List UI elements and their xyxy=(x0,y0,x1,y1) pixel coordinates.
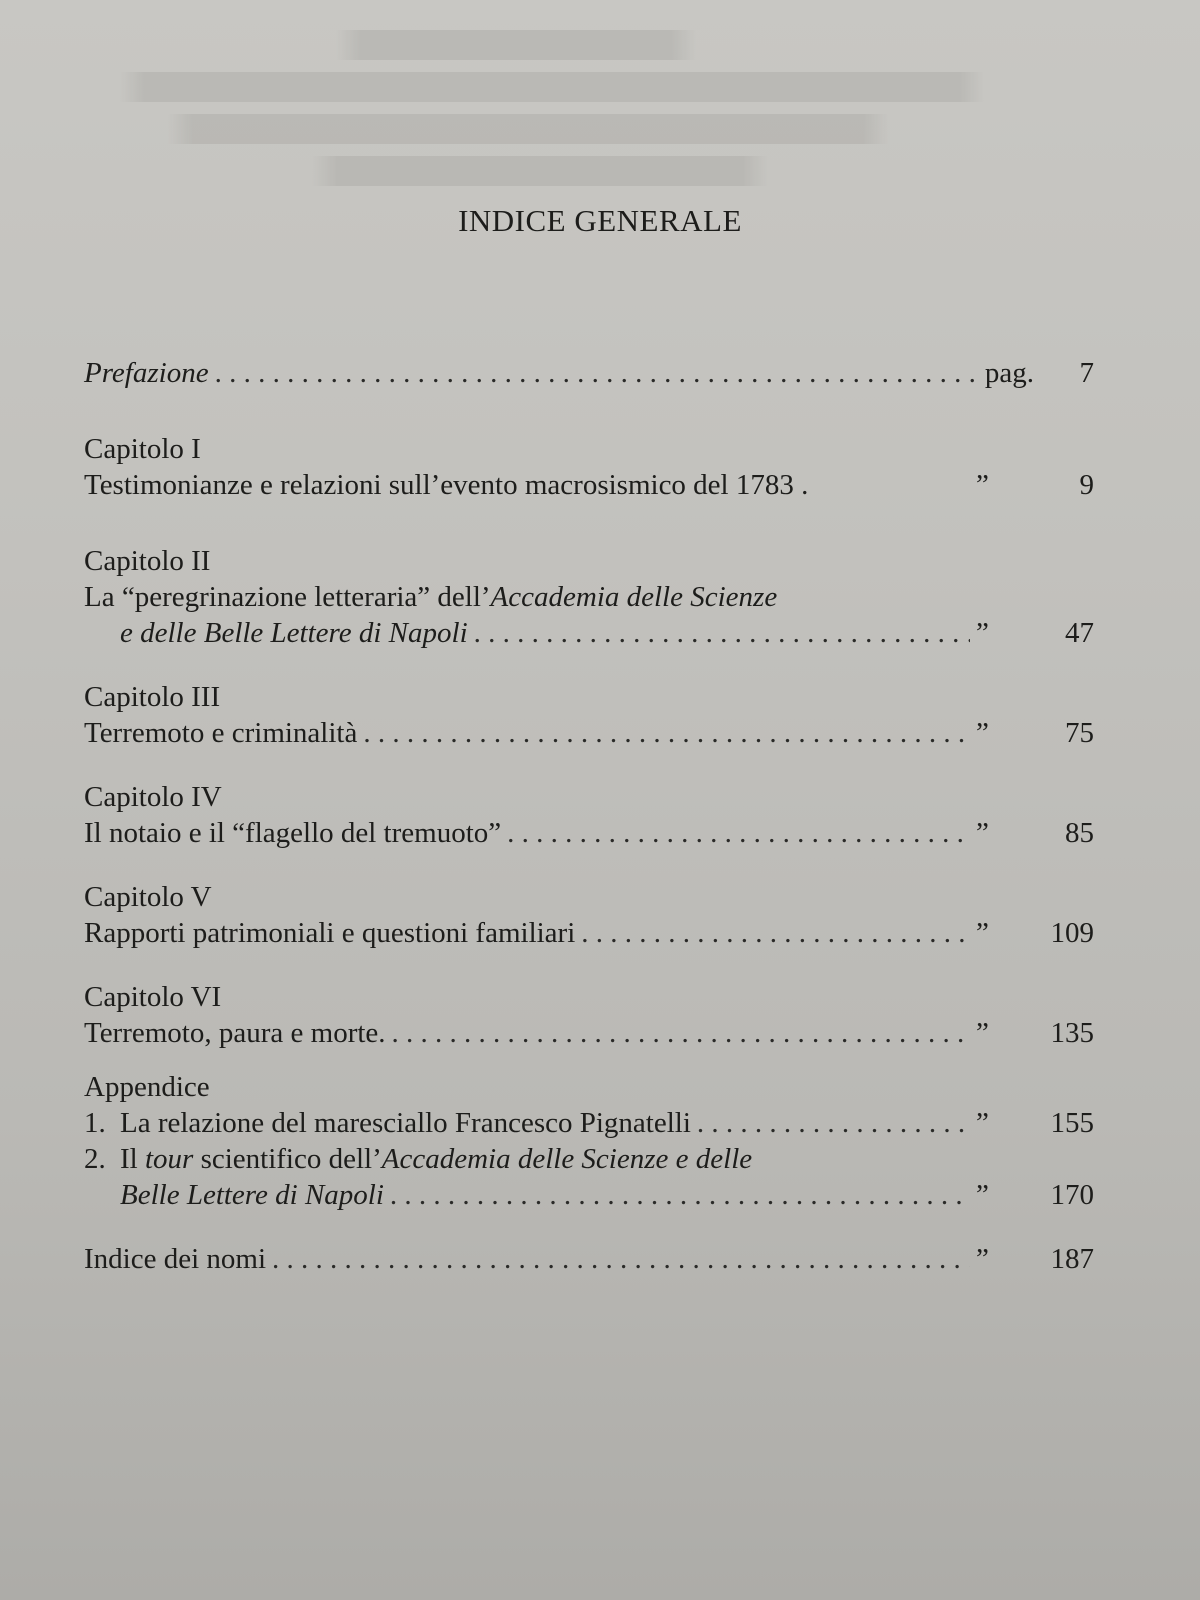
toc-entry-indice-dei-nomi[interactable] xyxy=(84,1241,1094,1277)
page-label: pag. xyxy=(984,357,1034,389)
page-number: 155 xyxy=(1050,1107,1094,1139)
toc-entry-capitolo-1[interactable] xyxy=(84,467,1094,503)
appendix-label: Appendice xyxy=(84,1071,210,1103)
ditto-mark: ” xyxy=(976,717,989,749)
entry-title-plain: scientifico dell’ xyxy=(193,1143,382,1175)
entry-title-line-2: Belle Lettere di Napoli xyxy=(120,1179,384,1211)
ditto-mark: ” xyxy=(976,817,989,849)
ditto-mark: ” xyxy=(976,617,989,649)
toc-entry-appendice-2[interactable] xyxy=(84,1177,1094,1213)
ditto-mark: ” xyxy=(976,1243,989,1275)
page-number: 135 xyxy=(1050,1017,1094,1049)
dot-leader xyxy=(697,1105,970,1141)
ditto-mark: ” xyxy=(976,1107,989,1139)
dot-leader xyxy=(392,1015,970,1051)
toc-entry-capitolo-2[interactable] xyxy=(84,615,1094,651)
entry-title: Indice dei nomi xyxy=(84,1243,267,1275)
ditto-mark: ” xyxy=(976,1179,989,1211)
chapter-label: Capitolo III xyxy=(84,681,221,713)
toc-entry-capitolo-3[interactable] xyxy=(84,715,1094,751)
entry-title-line-1 xyxy=(84,1141,1094,1177)
toc-entry-capitolo-6[interactable] xyxy=(84,1015,1094,1051)
entry-title-plain: La “peregrinazione letteraria” dell’ xyxy=(84,581,491,613)
page-title: INDICE GENERALE xyxy=(458,203,742,238)
entry-title-line-2: e delle Belle Lettere di Napoli xyxy=(120,617,468,649)
dot-leader xyxy=(215,355,979,391)
entry-title: Terremoto, paura e morte. xyxy=(84,1017,386,1049)
entry-title-italic: Accademia delle Scienze e delle xyxy=(381,1143,753,1175)
entry-title-text: La relazione del maresciallo Francesco Pignatelli xyxy=(120,1107,691,1139)
chapter-label: Capitolo VI xyxy=(84,981,222,1013)
entry-title-line-1 xyxy=(84,579,1094,615)
dot-leader xyxy=(272,1241,970,1277)
table-of-contents xyxy=(84,355,1094,1277)
entry-title-italic: tour xyxy=(144,1143,194,1175)
entry-title-italic: Accademia delle Scienze xyxy=(490,581,778,613)
chapter-label: Capitolo V xyxy=(84,881,212,913)
dot-leader xyxy=(390,1177,970,1213)
entry-title: Il notaio e il “flagello del tremuoto” xyxy=(84,817,502,849)
ditto-mark: ” xyxy=(976,469,989,501)
page-number: 187 xyxy=(1050,1243,1094,1275)
dot-leader xyxy=(474,615,970,651)
toc-entry-capitolo-5[interactable] xyxy=(84,915,1094,951)
entry-title: Testimonianze e relazioni sull’evento macrosismico del 1783 . xyxy=(84,469,809,501)
chapter-label: Capitolo II xyxy=(84,545,211,577)
page-number: 170 xyxy=(1050,1179,1094,1211)
ditto-mark: ” xyxy=(976,1017,989,1049)
page-number: 75 xyxy=(1065,717,1094,749)
page-number: 7 xyxy=(1079,357,1094,389)
entry-title-plain: Il xyxy=(120,1143,145,1175)
item-number: 2. xyxy=(84,1143,106,1175)
ditto-mark: ” xyxy=(976,917,989,949)
toc-entry-prefazione[interactable] xyxy=(84,355,1094,391)
page-number: 85 xyxy=(1065,817,1094,849)
item-number: 1. xyxy=(84,1107,106,1139)
page-number: 109 xyxy=(1050,917,1094,949)
entry-title xyxy=(84,1105,691,1141)
toc-entry-appendice-1[interactable] xyxy=(84,1105,1094,1141)
dot-leader xyxy=(507,815,970,851)
chapter-label: Capitolo I xyxy=(84,433,201,465)
page-number: 9 xyxy=(1079,469,1094,501)
bleed-through-texture xyxy=(0,30,1200,198)
toc-entry-capitolo-4[interactable] xyxy=(84,815,1094,851)
entry-title: Terremoto e criminalità xyxy=(84,717,358,749)
entry-title: Rapporti patrimoniali e questioni familiari xyxy=(84,917,576,949)
dot-leader xyxy=(363,715,970,751)
dot-leader xyxy=(581,915,970,951)
page-number: 47 xyxy=(1065,617,1094,649)
chapter-label: Capitolo IV xyxy=(84,781,222,813)
entry-title: Prefazione xyxy=(84,357,209,389)
